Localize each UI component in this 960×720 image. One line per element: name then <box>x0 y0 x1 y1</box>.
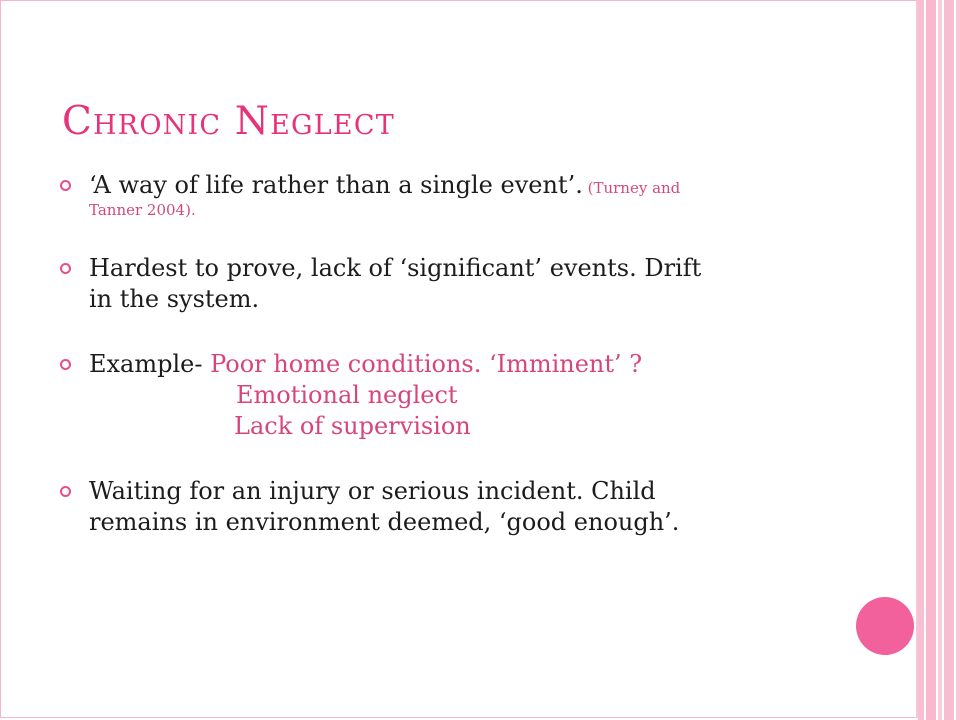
bullet-text-line: Hardest to prove, lack of ‘significant’ events. Drift <box>89 254 702 282</box>
decorative-dot-icon <box>856 597 914 655</box>
circle-bullet-icon <box>60 486 71 497</box>
decorative-bar <box>938 0 942 720</box>
example-text: Poor home conditions. ‘Imminent’ ? <box>210 350 643 378</box>
example-text: Emotional neglect <box>236 381 458 409</box>
example-lead-text: Example- <box>89 350 211 378</box>
decorative-bar <box>956 0 960 720</box>
decorative-side-bars <box>918 0 960 720</box>
circle-bullet-icon <box>60 263 71 274</box>
example-line <box>89 349 858 380</box>
bullet-item-waiting-for-injury <box>58 476 858 538</box>
bullet-list <box>58 170 858 538</box>
bullet-text-line: in the system. <box>89 285 260 313</box>
bullet-text-line: remains in environment deemed, ‘good enough’. <box>89 508 680 536</box>
decorative-bar <box>918 0 924 720</box>
decorative-bar <box>926 0 936 720</box>
bullet-item-hardest-to-prove <box>58 253 858 315</box>
bullet-item-way-of-life <box>58 170 858 219</box>
slide-title: Chronic Neglect <box>62 99 395 144</box>
circle-bullet-icon <box>60 359 71 370</box>
decorative-bar <box>944 0 954 720</box>
bullet-text-line: Waiting for an injury or serious incident. Child <box>89 477 656 505</box>
example-text: Lack of supervision <box>234 412 471 440</box>
bullet-text-line <box>89 170 858 201</box>
citation-text: Tanner 2004). <box>89 201 196 219</box>
circle-bullet-icon <box>60 180 71 191</box>
citation-text: (Turney and <box>582 179 681 197</box>
quote-text: ‘A way of life rather than a single event’. <box>89 171 583 199</box>
bullet-item-example <box>58 349 858 442</box>
